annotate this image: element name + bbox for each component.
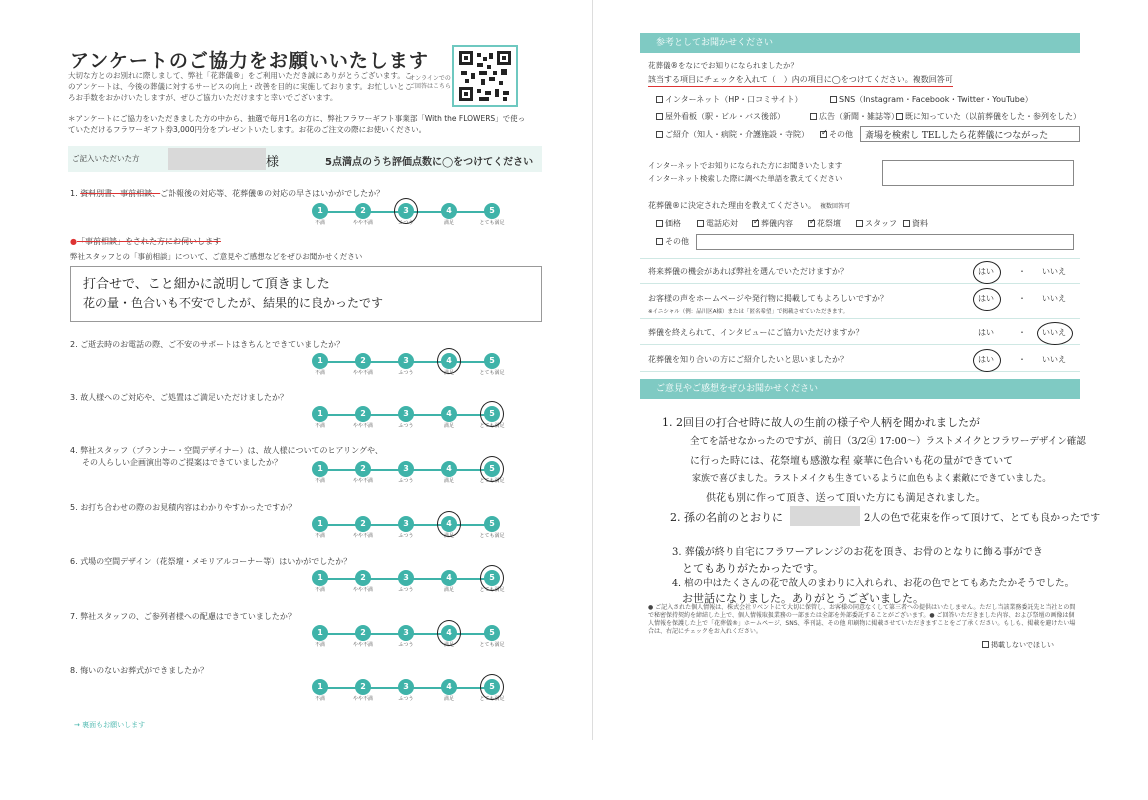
name-bar (68, 146, 542, 172)
question-text-2: その人らしい企画演出等のご提案はできていましたか？ (82, 458, 282, 467)
how-known-instruction: 該当する項目にチェックを入れて（ ）内の項目に◯をつけてください。複数回答可 (648, 74, 953, 87)
option-label: ご紹介（知人・病院・介護施設・寺院） (665, 130, 809, 139)
option-label: その他 (829, 130, 853, 139)
yesno-row-3 (640, 320, 1080, 345)
gift-notice: ＊アンケートにご協力をいただきました方の中から、抽選で毎月1名の方に、弊社フラワーギフト事業部「With the FLOWERS」で使っていただけるフラワーギフト券3,000円分をプレゼントいたします。お花のご注文の際にお使いください。 (68, 114, 526, 134)
prior-consult-prompt: 弊社スタッフとの「事前相談」について、ご意見やご感想などをぜひお聞かせください (70, 252, 363, 261)
checkbox-checked[interactable] (752, 220, 759, 227)
checkbox[interactable] (656, 220, 663, 227)
question-number: 4. (70, 446, 78, 455)
question-text: 悔いのないお葬式ができましたか？ (80, 666, 209, 675)
rating-point-1[interactable]: 1 不満 (312, 516, 328, 532)
reason-content[interactable] (752, 218, 793, 229)
checkbox[interactable] (810, 113, 817, 120)
rating-point-3[interactable]: 3 ふつう (398, 353, 414, 369)
rating-point-5[interactable]: 5 とても満足 (484, 406, 500, 422)
rating-point-5[interactable]: 5 とても満足 (484, 679, 500, 695)
option-label: その他 (665, 237, 689, 246)
option-known[interactable] (896, 111, 1081, 122)
rating-caption: 満足 (443, 220, 454, 226)
separator-dot: ・ (1018, 355, 1026, 364)
rating-point-1[interactable]: 1 不満 (312, 570, 328, 586)
rating-point-5[interactable]: 5 とても満足 (484, 625, 500, 641)
page-title: アンケートのご協力をお願いいたします (70, 50, 429, 72)
yesno-question: 将来葬儀の機会があれば弊社を選んでいただけますか？ (648, 267, 848, 276)
separator-dot: ・ (1018, 267, 1026, 276)
rating-point-5[interactable]: 5 とても満足 (484, 570, 500, 586)
rating-caption: 満足 (443, 423, 454, 429)
rating-point-1[interactable]: 1 不満 (312, 353, 328, 369)
rating-caption: とても満足 (479, 478, 505, 484)
checkbox[interactable] (830, 96, 837, 103)
rating-caption: 不満 (314, 370, 325, 376)
handwritten-line: 供花も別に作って頂き、送って頂いた方にも満足されました。 (706, 493, 986, 504)
rating-caption: 満足 (443, 642, 454, 648)
question-number: 5. (70, 503, 78, 512)
no-option[interactable]: いいえ (1042, 294, 1066, 303)
rating-point-4[interactable]: 4 満足 (441, 516, 457, 532)
prior-comment-line-2: 花の量・色合いも不安でしたが、結果的に良かったです (83, 296, 384, 310)
handwritten-line: お世話になりました。ありがとうございました。 (682, 592, 924, 605)
rating-caption: 不満 (314, 696, 325, 702)
option-billboard[interactable] (656, 111, 785, 122)
question-8 (70, 665, 208, 676)
checkbox[interactable] (656, 96, 663, 103)
rating-point-2[interactable]: 2 やや不満 (355, 406, 371, 422)
checkbox-checked[interactable] (820, 131, 827, 138)
handwritten-line: 家族で喜びました。ラストメイクも生きているように血色もよく素敵にできていました。 (692, 474, 1052, 484)
reason-price[interactable] (656, 218, 681, 229)
rating-point-2[interactable]: 2 やや不満 (355, 461, 371, 477)
rating-point-2[interactable]: 2 やや不満 (355, 679, 371, 695)
how-known-question: 花葬儀®をなにでお知りになられましたか？ (648, 61, 798, 70)
decide-note: 複数回答可 (820, 203, 851, 210)
section-band-reference: 参考としてお聞かせください (640, 33, 1080, 53)
rating-caption: やや不満 (352, 220, 373, 226)
handwritten-line: 全てを話せなかったのですが、前日（3/2④ 17:00～）ラストメイクとフラワーデザイン確認 (690, 436, 1086, 447)
option-label: スタッフ (865, 219, 897, 228)
rating-caption: とても満足 (479, 696, 505, 702)
decide-question (648, 200, 850, 211)
internet-question-1: インターネットでお知りになられた方にお聞きいたします (648, 161, 843, 170)
question-1 (70, 188, 384, 199)
question-2 (70, 339, 344, 350)
rating-point-1[interactable]: 1 不満 (312, 679, 328, 695)
rating-caption: ふつう (398, 423, 414, 429)
handwritten-line: 3. 葬儀が終り自宅にフラワーアレンジのお花を頂き、お骨のとなりに飾る事ができ (672, 547, 1043, 558)
rating-point-5[interactable]: 5 とても満足 (484, 203, 500, 219)
reason-altar[interactable] (808, 218, 841, 229)
handwritten-line: とてもありがたかったです。 (682, 562, 825, 575)
yesno-question: お客様の声をホームページや発行物に掲載してもよろしいですか？ (648, 294, 888, 303)
rating-caption: やや不満 (352, 696, 373, 702)
rating-caption: ふつう (398, 478, 414, 484)
rating-point-1[interactable]: 1 不満 (312, 625, 328, 641)
separator-dot: ・ (1018, 294, 1026, 303)
rating-point-2[interactable]: 2 やや不満 (355, 203, 371, 219)
rating-caption: 不満 (314, 478, 325, 484)
question-number: 6. (70, 557, 78, 566)
yes-option[interactable]: はい (978, 294, 994, 303)
option-label: 資料 (912, 219, 928, 228)
reason-phone[interactable] (697, 218, 738, 229)
yes-option[interactable]: はい (978, 328, 994, 337)
handwritten-line: に行った時には、花祭壇も感激な程 豪華に色合いも花の量ができていて (690, 456, 1014, 467)
yesno-row-2 (640, 286, 1080, 319)
reason-material[interactable] (903, 218, 928, 229)
rating-caption: 満足 (443, 370, 454, 376)
rating-caption: とても満足 (479, 533, 505, 539)
option-other[interactable] (820, 129, 853, 140)
rating-caption: ふつう (398, 220, 414, 226)
redacted-grandchild-name (790, 506, 860, 526)
handwritten-line: 1. 2回目の打合せ時に故人の生前の様子や人柄を聞かれましたが (662, 416, 980, 429)
option-internet[interactable] (656, 94, 803, 105)
rating-point-1[interactable]: 1 不満 (312, 406, 328, 422)
rating-point-3[interactable]: 3 ふつう (398, 570, 414, 586)
rating-caption: ふつう (398, 696, 414, 702)
prior-comment-line-1: 打合せで、こと細かに説明して頂きました (83, 277, 330, 292)
option-label: 既に知っていた（以前葬儀をした・参列をした） (905, 112, 1081, 121)
checkbox[interactable] (903, 220, 910, 227)
rating-point-1[interactable]: 1 不満 (312, 461, 328, 477)
rating-point-4[interactable]: 4 満足 (441, 353, 457, 369)
score-instruction: 5点満点のうち評価点数に◯をつけてください (325, 157, 534, 168)
rating-scale-6 (312, 570, 505, 596)
prior-consult-comment-box[interactable] (70, 266, 542, 322)
survey-back-page (600, 0, 1108, 740)
option-label: 価格 (665, 219, 681, 228)
rating-caption: やや不満 (352, 533, 373, 539)
rating-caption: 満足 (443, 587, 454, 593)
rating-point-2[interactable]: 2 やや不満 (355, 570, 371, 586)
rating-point-2[interactable]: 2 やや不満 (355, 625, 371, 641)
page-separator (592, 0, 593, 740)
rating-point-5[interactable]: 5 とても満足 (484, 516, 500, 532)
rating-point-3[interactable]: 3 ふつう (398, 406, 414, 422)
rating-caption: 不満 (314, 642, 325, 648)
rating-point-2[interactable]: 2 やや不満 (355, 353, 371, 369)
rating-caption: 満足 (443, 696, 454, 702)
rating-point-3[interactable]: 3 ふつう (398, 461, 414, 477)
rating-caption: ふつう (398, 370, 414, 376)
other-input-value: 斎場を検索し TELしたら花葬儀につながった (865, 131, 1049, 141)
rating-caption: 不満 (314, 220, 325, 226)
rating-caption: とても満足 (479, 423, 505, 429)
rating-scale-1 (312, 203, 505, 229)
option-referral[interactable] (656, 129, 809, 140)
online-answer-note: オンラインでのご回答はこちら (408, 75, 451, 90)
option-sns[interactable] (830, 94, 1033, 105)
other-input[interactable] (860, 126, 1080, 142)
no-option[interactable]: いいえ (1042, 328, 1066, 337)
no-option[interactable]: いいえ (1042, 355, 1066, 364)
question-6 (70, 556, 351, 567)
rating-scale-8 (312, 679, 505, 705)
rating-point-3[interactable]: 3 ふつう (398, 625, 414, 641)
question-text: 弊社スタッフの、ご参列者様への配慮はできていましたか？ (80, 612, 296, 621)
question-text: 式場の空間デザイン（花祭壇・メモリアルコーナー等）はいかがでしたか？ (80, 557, 352, 566)
yesno-row-1 (640, 258, 1080, 284)
checkbox[interactable] (697, 220, 704, 227)
question-text: ご訃報後の対応等、花葬儀®の対応の早さはいかがでしたか？ (160, 189, 385, 198)
rating-caption: やや不満 (352, 478, 373, 484)
no-option[interactable]: いいえ (1042, 267, 1066, 276)
rating-point-4[interactable]: 4 満足 (441, 570, 457, 586)
intro-text: 大切な方とのお別れに際しまして、弊社「花葬儀®」をご利用いただき誠にありがとうございます。このアンケートは、今後の葬儀に対するサービスの向上・改善を目的に実施しております。お忙しいところお手数をおかけいたしますが、ぜひご協力いただけますと幸いでございます。 (68, 71, 413, 102)
rating-point-3[interactable]: 3 ふつう (398, 516, 414, 532)
rating-scale-3 (312, 406, 505, 432)
option-label: 屋外看板（駅・ビル・バス後部） (665, 112, 785, 121)
checkbox-checked[interactable] (808, 220, 815, 227)
separator-dot: ・ (1018, 328, 1026, 337)
option-label: 広告（新聞・雑誌等） (819, 112, 899, 121)
name-label: ご記入いただいた方 (72, 154, 140, 163)
honorific-sama: 様 (266, 155, 280, 170)
question-7 (70, 611, 296, 622)
checkbox[interactable] (896, 113, 903, 120)
question-3 (70, 392, 288, 403)
continue-on-back: → 裏面もお願いします (74, 721, 146, 729)
question-number: 8. (70, 666, 78, 675)
privacy-notice: ● ご記入された個人情報は、株式会社リベントにて大切に保管し、お客様の同意なくして第三者への提供はいたしません。ただし当該業務委託先と当社との間で秘密保持契約を締結した上で、個人情報取扱業務の一部または全部を外部委託することがございます。● ご回答いただきました内容、および祭壇の画像は個人情報を保護した上で「花葬儀®」ホームページ、SNS、季刊誌、その他 印刷物に掲載させていただきますことをご了承ください。もしも、掲載を避けたい場合は、右記にチェックをお入れください。 (648, 604, 1076, 635)
qr-code[interactable] (452, 45, 518, 107)
rating-caption: やや不満 (352, 587, 373, 593)
yes-option[interactable]: はい (978, 355, 994, 364)
rating-point-4[interactable]: 4 満足 (441, 679, 457, 695)
question-number: 3. (70, 393, 78, 402)
rating-caption: とても満足 (479, 587, 505, 593)
rating-caption: とても満足 (479, 370, 505, 376)
rating-point-4[interactable]: 4 満足 (441, 461, 457, 477)
section-band-opinion: ご意見やご感想をぜひお聞かせください (640, 379, 1080, 399)
option-label: 葬儀内容 (761, 219, 793, 228)
checkbox[interactable] (982, 641, 989, 648)
redacted-name (168, 148, 266, 170)
reason-other[interactable] (656, 236, 689, 247)
rating-scale-2 (312, 353, 505, 379)
handwritten-line: 4. 棺の中はたくさんの花で故人のまわりに入れられ、お花の色でとてもあたたかそうでした。 (672, 578, 1075, 589)
rating-caption: 満足 (443, 533, 454, 539)
option-label: 花祭壇 (817, 219, 841, 228)
search-word-input[interactable] (882, 160, 1074, 186)
qr-code-icon (459, 51, 511, 101)
yesno-question: 花葬儀を知り合いの方にご紹介したいと思いましたか？ (648, 355, 848, 364)
handwritten-line: 2人の色で花束を作って頂けて、とても良かったです (864, 513, 1101, 524)
struck-text: 資料別書、事前相談、 (80, 189, 161, 198)
rating-caption: 不満 (314, 423, 325, 429)
rating-point-1[interactable]: 1 不満 (312, 203, 328, 219)
question-text: お打ち合わせの際のお見積内容はわかりやすかったですか？ (80, 503, 297, 512)
rating-point-3[interactable]: 3 ふつう (398, 203, 414, 219)
checkbox[interactable] (656, 113, 663, 120)
rating-caption: ふつう (398, 533, 414, 539)
prior-consult-heading: ●「事前相談」をされた方にお伺いします (70, 237, 221, 246)
reason-staff[interactable] (856, 218, 897, 229)
rating-point-5[interactable]: 5 とても満足 (484, 461, 500, 477)
option-label: インターネット（HP・口コミサイト） (665, 95, 803, 104)
question-number: 2. (70, 340, 78, 349)
question-5 (70, 502, 296, 513)
rating-scale-4 (312, 461, 505, 487)
handwritten-line: 2. 孫の名前のとおりに (670, 511, 783, 524)
rating-caption: とても満足 (479, 642, 505, 648)
prior-heading-text: 「事前相談」をされた方にお伺いします (76, 237, 221, 246)
rating-scale-5 (312, 516, 505, 542)
survey-front-page (40, 0, 580, 740)
checkbox[interactable] (656, 131, 663, 138)
internet-question-2: インターネット検索した際に調べた単語を教えてください (648, 174, 843, 183)
rating-caption: やや不満 (352, 423, 373, 429)
question-number: 1. (70, 189, 78, 198)
rating-caption: やや不満 (352, 370, 373, 376)
rating-point-4[interactable]: 4 満足 (441, 203, 457, 219)
reason-other-input[interactable] (696, 234, 1074, 250)
rating-point-4[interactable]: 4 満足 (441, 625, 457, 641)
rating-caption: ふつう (398, 642, 414, 648)
yes-option[interactable]: はい (978, 267, 994, 276)
rating-point-2[interactable]: 2 やや不満 (355, 516, 371, 532)
yesno-row-4 (640, 347, 1080, 372)
rating-point-5[interactable]: 5 とても満足 (484, 353, 500, 369)
rating-caption: とても満足 (479, 220, 505, 226)
question-text: 故人様へのご対応や、ご処置はご満足いただけましたか？ (80, 393, 289, 402)
rating-point-4[interactable]: 4 満足 (441, 406, 457, 422)
rating-caption: 満足 (443, 478, 454, 484)
question-text: ご逝去時のお電話の際、ご不安のサポートはきちんとできていましたか？ (80, 340, 345, 349)
rating-caption: ふつう (398, 587, 414, 593)
checkbox[interactable] (856, 220, 863, 227)
rating-caption: 不満 (314, 587, 325, 593)
option-label: 電話応対 (706, 219, 738, 228)
rating-caption: やや不満 (352, 642, 373, 648)
yesno-question: 葬儀を終えられて、インタビューにご協力いただけますか？ (648, 328, 864, 337)
initial-note: ※イニシャル（例：品川区A様）または「匿名希望」で掲載させていただきます。 (648, 309, 849, 315)
rating-caption: 不満 (314, 533, 325, 539)
no-publish-option[interactable] (982, 640, 1054, 650)
option-ad[interactable] (810, 111, 899, 122)
question-number: 7. (70, 612, 78, 621)
checkbox[interactable] (656, 238, 663, 245)
question-text: 弊社スタッフ（プランナー・空間デザイナー）は、故人様についてのヒアリングや、 (80, 446, 383, 455)
no-publish-label: 掲載しないでほしい (991, 641, 1054, 649)
option-label: SNS（Instagram・Facebook・Twitter・YouTube） (839, 95, 1033, 104)
rating-scale-7 (312, 625, 505, 651)
decide-question-text: 花葬儀®に決定された理由を教えてください。 (648, 201, 816, 210)
rating-point-3[interactable]: 3 ふつう (398, 679, 414, 695)
